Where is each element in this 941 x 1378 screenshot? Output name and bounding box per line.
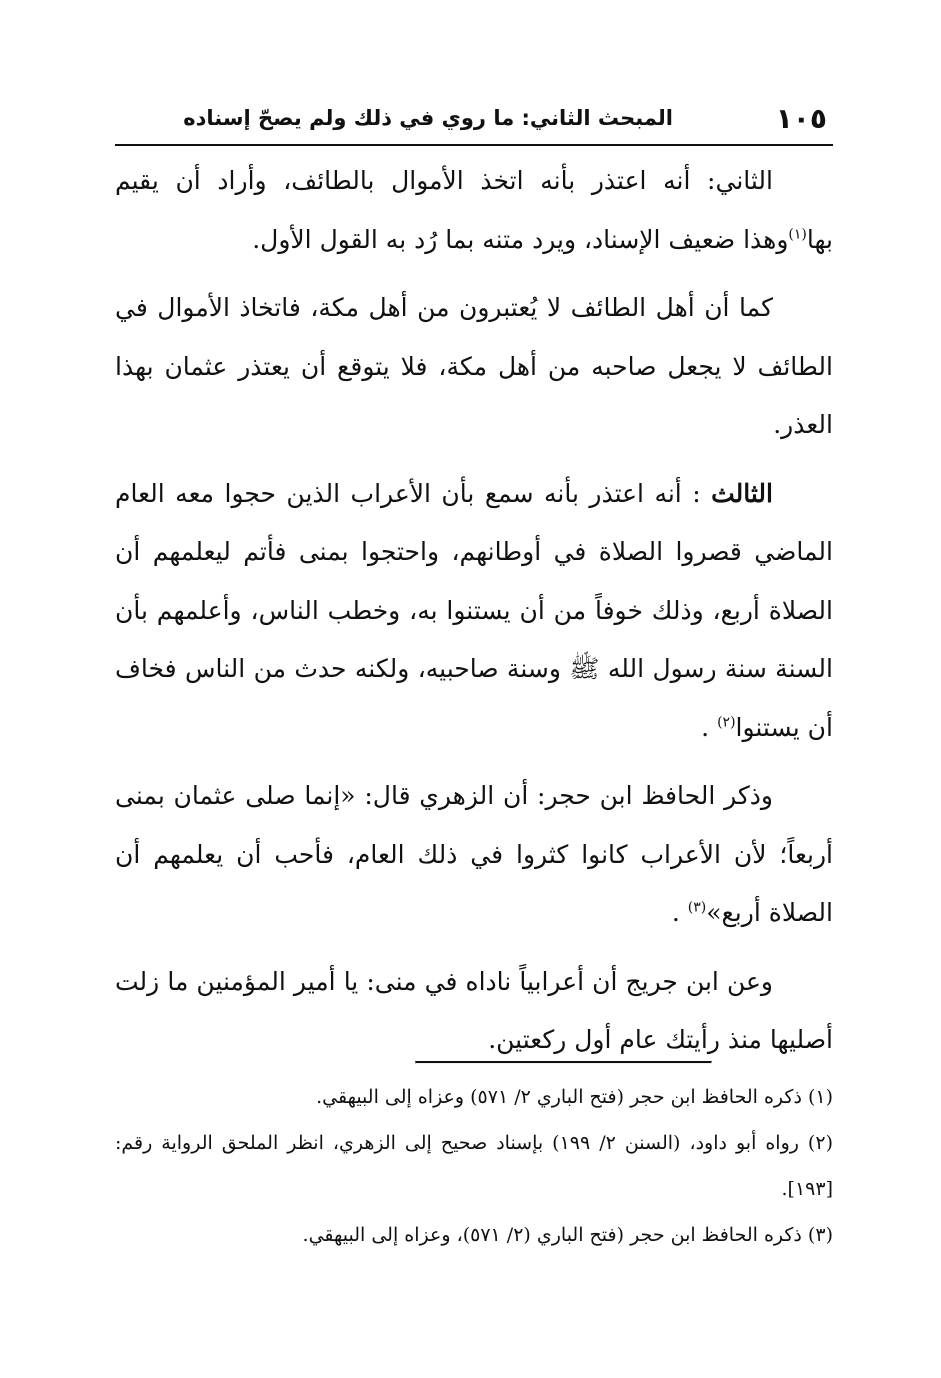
paragraph-3-text: : أنه اعتذر بأنه سمع بأن الأعراب الذين حجوا معه العام الماضي قصروا الصلاة في أوطانهم، واحتجوا بمنى فأتم ليعلمهم أن الصلاة أربع، وذلك خوفاً من أن يستنوا به، وخطب الناس، وأعلمهم بأن السنة سنة رسول الله ﷺ وسنة صاحبيه، ولكنه حدث من الناس فخاف أن يستنوا	[115, 478, 833, 742]
paragraph-4-tail: .	[671, 898, 688, 927]
paragraph-3	[115, 465, 833, 758]
paragraph-3-tail: .	[701, 712, 718, 742]
paragraph-3-lead: الثالث	[711, 478, 773, 508]
paragraph-5-text: وعن ابن جريج أن أعرابياً ناداه في منى: يا أمير المؤمنين ما زلت أصليها منذ رأيتك عام أول ركعتين.	[115, 966, 833, 1054]
paragraph-1	[115, 152, 833, 269]
footnote-3: (٣) ذكره الحافظ ابن حجر (فتح الباري (٢/ ٥٧١)، وعزاه إلى البيهقي.	[302, 1224, 833, 1246]
running-header	[115, 100, 833, 146]
page-number: ١٠٥	[775, 102, 827, 135]
paragraph-5	[115, 953, 833, 1070]
main-text	[115, 152, 833, 1070]
footnote-ref-2: (٢)	[717, 714, 736, 731]
running-title: المبحث الثاني: ما روي في ذلك ولم يصحّ إسناده	[183, 106, 673, 130]
paragraph-1-tail: وهذا ضعيف الإسناد، ويرد متنه بما رُد به القول الأول.	[252, 224, 789, 254]
footnote-2: (٢) رواه أبو داود، (السنن ٢/ ١٩٩) بإسناد صحيح إلى الزهري، انظر الملحق الرواية رقم: [١٩٣].	[115, 1132, 833, 1200]
paragraph-1-text: الثاني: أنه اعتذر بأنه اتخذ الأموال بالطائف، وأراد أن يقيم بها	[115, 166, 833, 254]
footnotes	[115, 1074, 833, 1258]
paragraph-2	[115, 279, 833, 455]
paragraph-4	[115, 767, 833, 943]
paragraph-4-text: وذكر الحافظ ابن حجر: أن الزهري قال: «إنما صلى عثمان بمنى أربعاً؛ لأن الأعراب كانوا كثروا في ذلك العام، فأحب أن يعلمهم أن الصلاة أربع»	[115, 781, 833, 927]
footnote-separator	[415, 1061, 712, 1064]
paragraph-2-text: كما أن أهل الطائف لا يُعتبرون من أهل مكة، فاتخاذ الأموال في الطائف لا يجعل صاحبه من أهل مكة، فلا يتوقع أن يعتذر عثمان بهذا العذر.	[115, 293, 833, 439]
footnote-ref-1: (١)	[788, 226, 807, 243]
footnote-1: (١) ذكره الحافظ ابن حجر (فتح الباري ٢/ ٥٧١) وعزاه إلى البيهقي.	[316, 1086, 833, 1108]
footnote-ref-3: (٣)	[687, 899, 707, 916]
page	[115, 100, 833, 1080]
